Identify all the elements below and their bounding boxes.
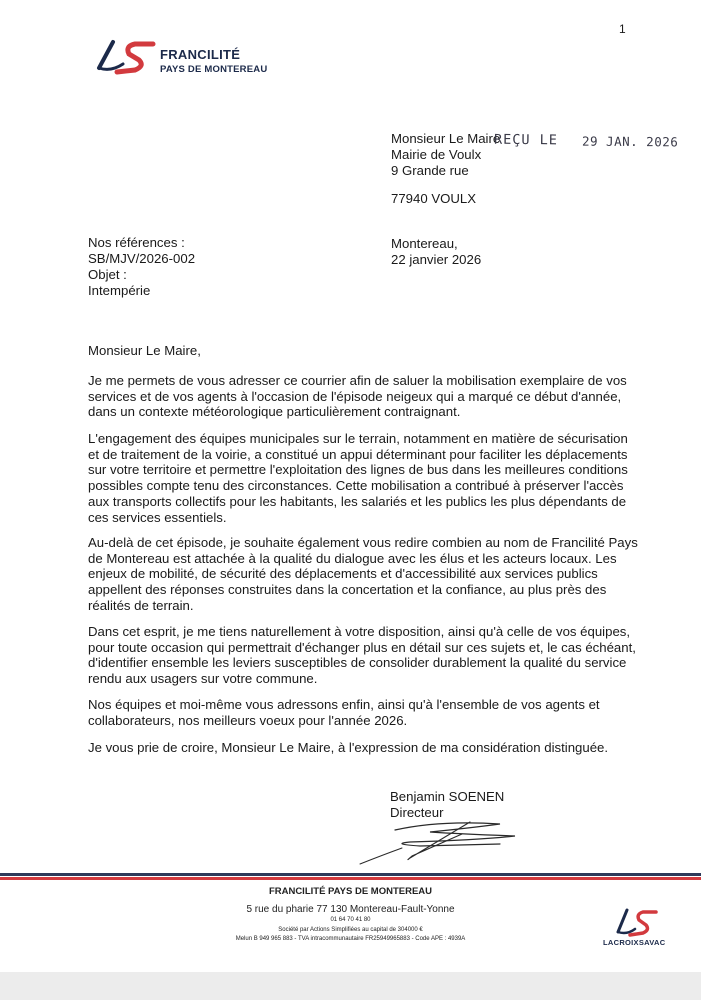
paragraph-line: Au-delà de cet épisode, je souhaite également vous redire combien au nom de Francilité Pays <box>88 535 638 550</box>
paragraph-line: collaborateurs, nos meilleurs voeux pour l'année 2026. <box>88 712 408 728</box>
paragraph-line: sur votre territoire et permettre l'exploitation des lignes de bus dans les meilleures conditions <box>88 462 628 478</box>
signatory-name: Benjamin SOENEN <box>390 789 505 804</box>
footer-phone: 01 64 70 41 80 <box>330 917 371 923</box>
paragraph-line: et de traitement de la voirie, a constitué un appui déterminant pour faciliter les déplacements <box>88 446 628 462</box>
recipient-street: 9 Grande rue <box>391 163 469 178</box>
page-bottom-band <box>0 972 701 1000</box>
footer-legal-2: Melun B 949 965 883 - TVA intracommunautaire FR25949965883 - Code APE : 4939A <box>235 936 466 942</box>
references-code: SB/MJV/2026-002 <box>88 251 196 266</box>
object-label: Objet : <box>88 267 127 282</box>
paragraph-6 <box>88 740 608 756</box>
paragraph-line: enjeux de mobilité, de sécurité des déplacements et d'accessibilité aux services publics <box>88 566 598 582</box>
paragraph-line: services et de vos agents à l'occasion de l'épisode neigeux qui a marqué ce début d'année, <box>88 388 622 404</box>
paragraph-5 <box>88 697 608 728</box>
object-value: Intempérie <box>88 283 151 298</box>
footer-legal-1: Société par Actions Simplifiées au capital de 304000 € <box>278 927 423 933</box>
paragraph-3 <box>88 535 638 614</box>
signatory-title: Directeur <box>390 805 444 820</box>
paragraph-line: appellent des réponses construites dans la concertation et la confiance, au plus près des <box>88 582 607 598</box>
paragraph-line: pour toute occasion qui permettrait d'échanger plus en détail sur ces sujets et, le cas échéant, <box>88 639 636 655</box>
paragraph-line: dans un contexte météorologique particulièrement contraignant. <box>88 404 461 420</box>
paragraph-line: de Montereau est attachée à la qualité du dialogue avec les élus et les acteurs locaux. Les <box>88 550 617 566</box>
paragraph-line: L'engagement des équipes municipales sur le terrain, notamment en matière de sécurisation <box>88 431 628 446</box>
paragraph-line: Je vous prie de croire, Monsieur Le Maire, à l'expression de ma considération distinguée. <box>88 740 609 755</box>
brand-name: FRANCILITÉ <box>160 47 241 62</box>
footer-divider-navy <box>0 873 701 876</box>
paragraph-line: réalités de terrain. <box>88 597 194 613</box>
paragraph-2 <box>88 431 628 525</box>
letter-place: Montereau, <box>391 236 458 251</box>
received-stamp-date: 29 JAN. 2026 <box>581 133 679 150</box>
recipient-city: 77940 VOULX <box>391 191 477 206</box>
recipient-org: Mairie de Voulx <box>391 147 482 162</box>
paragraph-line: rendu aux usagers sur votre commune. <box>88 671 318 687</box>
paragraph-line: ces services essentiels. <box>88 509 227 525</box>
brand-subtitle: PAYS DE MONTEREAU <box>160 64 268 75</box>
paragraph-1 <box>88 373 627 420</box>
francilite-logo-icon <box>95 38 157 76</box>
partner-logo-text: LACROIXSAVAC <box>603 938 666 947</box>
paragraph-line: Je me permets de vous adresser ce courrier afin de saluer la mobilisation exemplaire de vos <box>88 373 627 388</box>
paragraph-line: aux transports collectifs pour les habitants, les salariés et les publics les plus dépendants de <box>88 493 627 509</box>
references-label: Nos références : <box>88 235 185 250</box>
paragraph-line: Dans cet esprit, je me tiens naturellement à votre disposition, ainsi qu'à celle de vos équipes, <box>88 624 631 639</box>
signature-icon <box>350 812 525 867</box>
paragraph-4 <box>88 624 636 687</box>
salutation: Monsieur Le Maire, <box>88 343 201 358</box>
letter-date: 22 janvier 2026 <box>391 252 482 267</box>
paragraph-line: d'identifier ensemble les leviers susceptibles de consolider durablement la qualité du service <box>88 655 627 671</box>
lacroixsavac-logo-icon <box>615 908 659 938</box>
paragraph-line: possibles compte tenu des circonstances. Cette mobilisation a contribué à préserver l'accès <box>88 478 624 494</box>
paragraph-line: Nos équipes et moi-même vous adressons enfin, ainsi qu'à l'ensemble de vos agents et <box>88 697 600 712</box>
footer-divider-red <box>0 877 701 880</box>
footer-address: 5 rue du pharie 77 130 Montereau-Fault-Yonne <box>246 904 455 915</box>
recipient-name: Monsieur Le Maire <box>391 131 501 146</box>
page-number: 1 <box>619 22 626 36</box>
footer-company: FRANCILITÉ PAYS DE MONTEREAU <box>268 886 433 897</box>
received-stamp-label: REÇU LE <box>493 131 558 149</box>
